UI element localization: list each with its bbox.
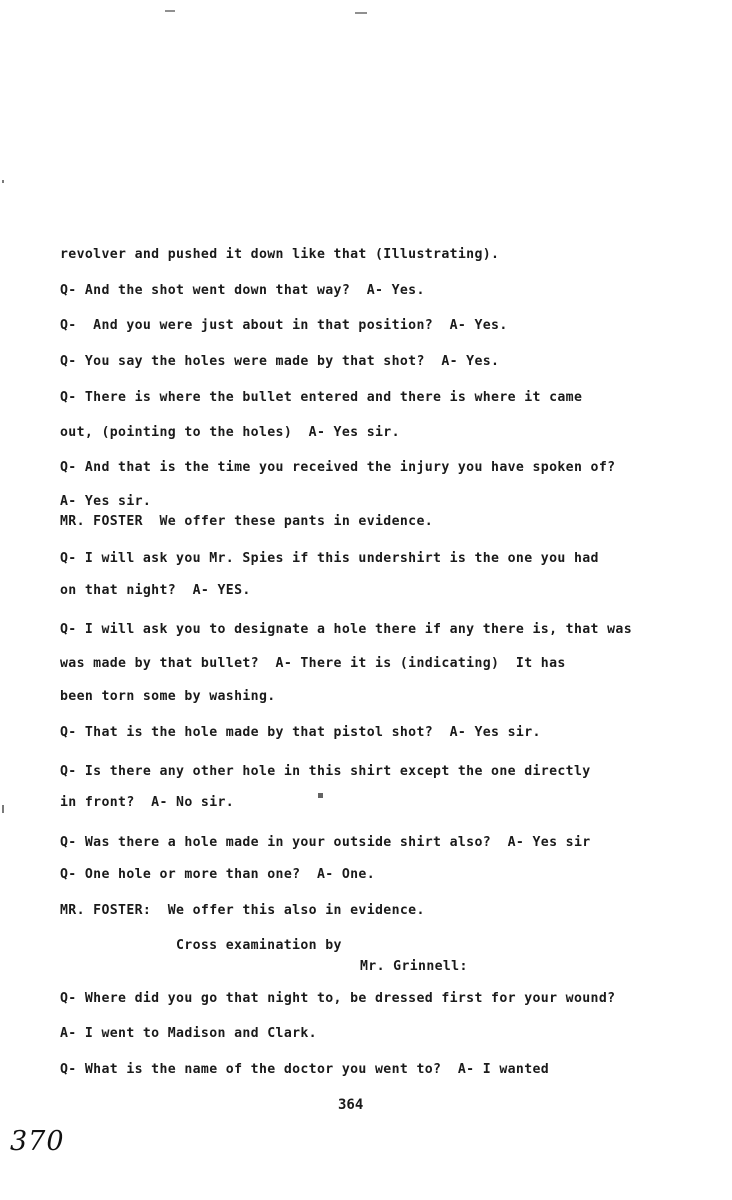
transcript-line: MR. FOSTER We offer these pants in evidence.	[60, 514, 434, 529]
transcript-line: Q- What is the name of the doctor you went to? A- I wanted	[60, 1062, 550, 1077]
transcript-line: Q- I will ask you Mr. Spies if this undershirt is the one you had	[60, 551, 599, 566]
transcript-line: Q- Was there a hole made in your outside shirt also? A- Yes sir	[60, 835, 591, 850]
transcript-line: MR. FOSTER: We offer this also in evidence.	[60, 903, 425, 918]
scan-speck	[2, 805, 4, 813]
transcript-line: A- I went to Madison and Clark.	[60, 1026, 317, 1041]
transcript-line: on that night? A- YES.	[60, 583, 251, 598]
transcript-line: out, (pointing to the holes) A- Yes sir.	[60, 425, 400, 440]
scan-speck	[2, 180, 4, 183]
scan-speck	[165, 10, 175, 12]
transcript-line: Q- That is the hole made by that pistol shot? A- Yes sir.	[60, 725, 541, 740]
transcript-line: revolver and pushed it down like that (Illustrating).	[60, 247, 500, 262]
section-heading: Cross examination by	[176, 938, 342, 953]
page-number: 364	[338, 1097, 364, 1113]
transcript-line: Q- And you were just about in that position? A- Yes.	[60, 318, 508, 333]
transcript-line: was made by that bullet? A- There it is (indicating) It has	[60, 656, 566, 671]
transcript-line: Q- Where did you go that night to, be dressed first for your wound?	[60, 991, 616, 1006]
transcript-line: been torn some by washing.	[60, 689, 276, 704]
scan-speck	[318, 793, 323, 798]
transcript-line: in front? A- No sir.	[60, 795, 235, 810]
transcript-line: A- Yes sir.	[60, 494, 152, 509]
transcript-line: Q- Is there any other hole in this shirt except the one directly	[60, 764, 591, 779]
examiner-name: Mr. Grinnell:	[360, 959, 468, 974]
transcript-line: Q- And the shot went down that way? A- Yes.	[60, 283, 425, 298]
transcript-line: Q- One hole or more than one? A- One.	[60, 867, 376, 882]
transcript-line: Q- And that is the time you received the injury you have spoken of?	[60, 460, 616, 475]
transcript-line: Q- I will ask you to designate a hole there if any there is, that was	[60, 622, 632, 637]
scan-speck	[355, 12, 367, 14]
handwritten-page-number: 370	[10, 1126, 65, 1157]
transcript-line: Q- There is where the bullet entered and there is where it came	[60, 390, 583, 405]
transcript-line: Q- You say the holes were made by that shot? A- Yes.	[60, 354, 500, 369]
